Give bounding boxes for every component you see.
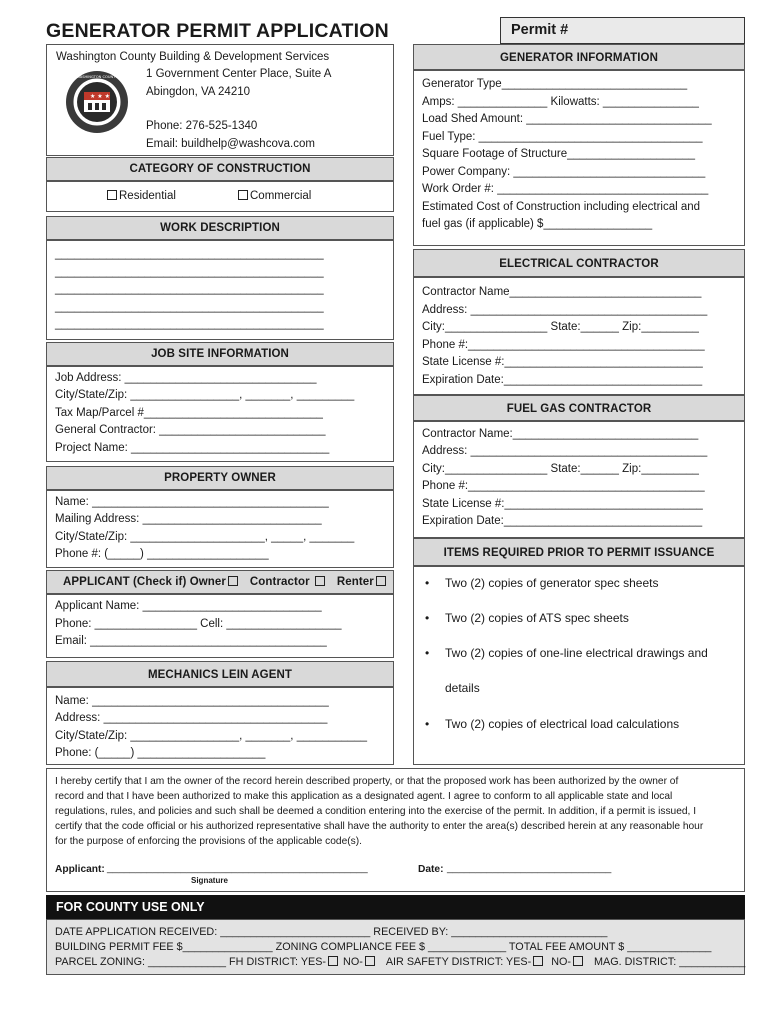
item-details: details	[445, 681, 480, 695]
air-no-checkbox[interactable]	[573, 956, 583, 966]
county-phone: Phone: 276-525-1340	[146, 120, 258, 132]
county-email: Email: buildhelp@washcova.com	[146, 138, 315, 150]
lein-name-field[interactable]: Name: _____________________________________	[55, 695, 329, 707]
job-taxmap-field[interactable]: Tax Map/Parcel #____________________________	[55, 407, 323, 419]
renter-label: Renter	[336, 576, 374, 588]
amps-kilowatts-field[interactable]: Amps: ______________ Kilowatts: _______________	[422, 96, 699, 108]
work-line-3[interactable]: __________________________________________	[55, 283, 324, 295]
svg-text:★ ★ ★: ★ ★ ★	[90, 93, 110, 100]
commercial-option[interactable]	[236, 188, 311, 206]
fuel-license-field[interactable]: State License #:_______________________________	[422, 498, 703, 510]
applicant-header	[46, 570, 394, 594]
air-no-label: NO-	[551, 956, 572, 968]
fuel-type-field[interactable]: Fuel Type: ___________________________________	[422, 131, 703, 143]
date-field[interactable]: _____________________________	[447, 863, 612, 874]
bullet-icon: •	[425, 576, 430, 590]
mag-district-label: MAG. DISTRICT: ___________	[594, 956, 746, 968]
item-one-line-drawings: Two (2) copies of one-line electrical drawings and	[445, 646, 708, 660]
elec-name-field[interactable]: Contractor Name______________________________	[422, 286, 702, 298]
work-description-header: WORK DESCRIPTION	[46, 216, 394, 240]
contractor-checkbox[interactable]	[315, 576, 325, 586]
county-seal-logo	[65, 70, 129, 134]
applicant-email-field[interactable]: Email: _____________________________________	[55, 635, 327, 647]
lein-city-field[interactable]: City/State/Zip: _________________, _______, ___________	[55, 730, 368, 742]
residential-option[interactable]	[105, 188, 176, 206]
certify-line-5: for the purpose of enforcing the provisions of the applicable code(s).	[55, 836, 362, 847]
bullet-icon: •	[425, 611, 430, 625]
load-shed-field[interactable]: Load Shed Amount: _____________________________	[422, 113, 712, 125]
bullet-icon: •	[425, 646, 430, 660]
fuel-expiration-field[interactable]: Expiration Date:_______________________________	[422, 515, 703, 527]
county-address1: 1 Government Center Place, Suite A	[146, 68, 332, 80]
electrical-contractor-header: ELECTRICAL CONTRACTOR	[413, 249, 745, 277]
certify-line-4: certify that the code official or his authorized representative shall have the authority to enter the area(s) described herein at any reasonable hour	[55, 821, 704, 832]
applicant-signature-field[interactable]: ______________________________________________	[107, 863, 368, 874]
certify-line-3: regulations, rules, and policies and such shall be deemed a condition entering into the exercise of the permit. In addition, if a permit is issued, I	[55, 806, 697, 817]
owner-phone-field[interactable]: Phone #: (_____) ___________________	[55, 548, 269, 560]
contractor-label: Contractor	[249, 576, 310, 588]
county-use-header: FOR COUNTY USE ONLY	[46, 895, 745, 919]
property-owner-header: PROPERTY OWNER	[46, 466, 394, 490]
owner-name-field[interactable]: Name: _____________________________________	[55, 496, 329, 508]
mechanics-lein-header: MECHANICS LEIN AGENT	[46, 661, 394, 687]
county-line-1: DATE APPLICATION RECEIVED: _________________________ RECEIVED BY: __________________________	[55, 926, 608, 938]
job-city-field[interactable]: City/State/Zip: _________________, _______, _________	[55, 389, 355, 401]
square-footage-field[interactable]: Square Footage of Structure____________________	[422, 148, 696, 160]
county-line-2: BUILDING PERMIT FEE $_______________ ZONING COMPLIANCE FEE $ _____________ TOTAL FEE AMOUNT $ ______________	[55, 941, 712, 953]
fuel-phone-field[interactable]: Phone #:_____________________________________	[422, 480, 705, 492]
fuel-address-field[interactable]: Address: _____________________________________	[422, 445, 708, 457]
power-company-field[interactable]: Power Company: ______________________________	[422, 166, 706, 178]
items-required-box	[413, 566, 745, 765]
lein-phone-field[interactable]: Phone: (_____) ____________________	[55, 747, 266, 759]
job-address-field[interactable]: Job Address: ______________________________	[55, 372, 317, 384]
commercial-checkbox[interactable]	[238, 190, 248, 200]
fuel-gas-contractor-header: FUEL GAS CONTRACTOR	[413, 395, 745, 421]
signature-caption: Signature	[191, 876, 228, 885]
work-line-4[interactable]: __________________________________________	[55, 301, 324, 313]
seal-text: WASHINGTON COUNTY	[76, 75, 118, 79]
job-project-field[interactable]: Project Name: _______________________________	[55, 442, 330, 454]
item-ats-sheets: Two (2) copies of ATS spec sheets	[445, 611, 629, 625]
generator-type-field[interactable]: Generator Type_____________________________	[422, 78, 688, 90]
applicant-signature-label: Applicant:	[55, 864, 105, 875]
work-line-5[interactable]: __________________________________________	[55, 318, 324, 330]
elec-phone-field[interactable]: Phone #:_____________________________________	[422, 339, 705, 351]
bullet-icon: •	[425, 717, 430, 731]
estimated-cost-field[interactable]: fuel gas (if applicable) $_________________	[422, 218, 653, 230]
estimated-cost-label: Estimated Cost of Construction including electrical and	[422, 201, 701, 213]
category-box	[46, 181, 394, 212]
work-line-1[interactable]: __________________________________________	[55, 248, 324, 260]
item-load-calcs: Two (2) copies of electrical load calculations	[445, 717, 680, 731]
residential-label: Residential	[119, 190, 176, 202]
certify-line-1: I hereby certify that I am the owner of the record herein described property, or that the proposed work has been authorized by the owner of	[55, 776, 679, 787]
fuel-name-field[interactable]: Contractor Name:_____________________________	[422, 428, 699, 440]
zoning-fh-label: PARCEL ZONING: _____________ FH DISTRICT: YES-	[55, 956, 327, 968]
owner-city-field[interactable]: City/State/Zip: _____________________, _____, _______	[55, 531, 355, 543]
fh-yes-checkbox[interactable]	[328, 956, 338, 966]
residential-checkbox[interactable]	[107, 190, 117, 200]
elec-city-field[interactable]: City:________________ State:______ Zip:_________	[422, 321, 699, 333]
work-line-2[interactable]: __________________________________________	[55, 266, 324, 278]
renter-checkbox[interactable]	[376, 576, 386, 586]
fuel-city-field[interactable]: City:________________ State:______ Zip:_________	[422, 463, 699, 475]
owner-checkbox[interactable]	[228, 576, 238, 586]
fh-no-label: NO-	[343, 956, 363, 968]
applicant-name-field[interactable]: Applicant Name: ____________________________	[55, 600, 322, 612]
generator-info-header: GENERATOR INFORMATION	[413, 44, 745, 70]
elec-license-field[interactable]: State License #:_______________________________	[422, 356, 703, 368]
elec-expiration-field[interactable]: Expiration Date:_______________________________	[422, 374, 703, 386]
job-site-header: JOB SITE INFORMATION	[46, 342, 394, 366]
applicant-phone-field[interactable]: Phone: ________________ Cell: __________________	[55, 618, 342, 630]
county-name: Washington County Building & Development Services	[56, 51, 330, 63]
air-yes-checkbox[interactable]	[533, 956, 543, 966]
work-order-field[interactable]: Work Order #: _________________________________	[422, 183, 709, 195]
item-spec-sheets: Two (2) copies of generator spec sheets	[445, 576, 659, 590]
elec-address-field[interactable]: Address: _____________________________________	[422, 304, 708, 316]
form-title: GENERATOR PERMIT APPLICATION	[46, 20, 389, 42]
county-address2: Abingdon, VA 24210	[146, 86, 251, 98]
fh-no-checkbox[interactable]	[365, 956, 375, 966]
permit-number-field[interactable]: Permit #	[500, 17, 745, 44]
date-label: Date:	[418, 864, 444, 875]
applicant-header-label: APPLICANT (Check if) Owner	[63, 576, 226, 588]
air-safety-label: AIR SAFETY DISTRICT: YES-	[385, 956, 532, 968]
certify-line-2: record and that I have been authorized to make this application as a designated agent. I agree to conform to all applicable state and local	[55, 791, 673, 802]
lein-address-field[interactable]: Address: ___________________________________	[55, 712, 328, 724]
county-line-3	[55, 955, 745, 970]
items-required-header: ITEMS REQUIRED PRIOR TO PERMIT ISSUANCE	[413, 538, 745, 566]
owner-mailing-field[interactable]: Mailing Address: ____________________________	[55, 513, 322, 525]
commercial-label: Commercial	[250, 190, 312, 202]
job-contractor-field[interactable]: General Contractor: __________________________	[55, 424, 326, 436]
category-header: CATEGORY OF CONSTRUCTION	[46, 157, 394, 181]
